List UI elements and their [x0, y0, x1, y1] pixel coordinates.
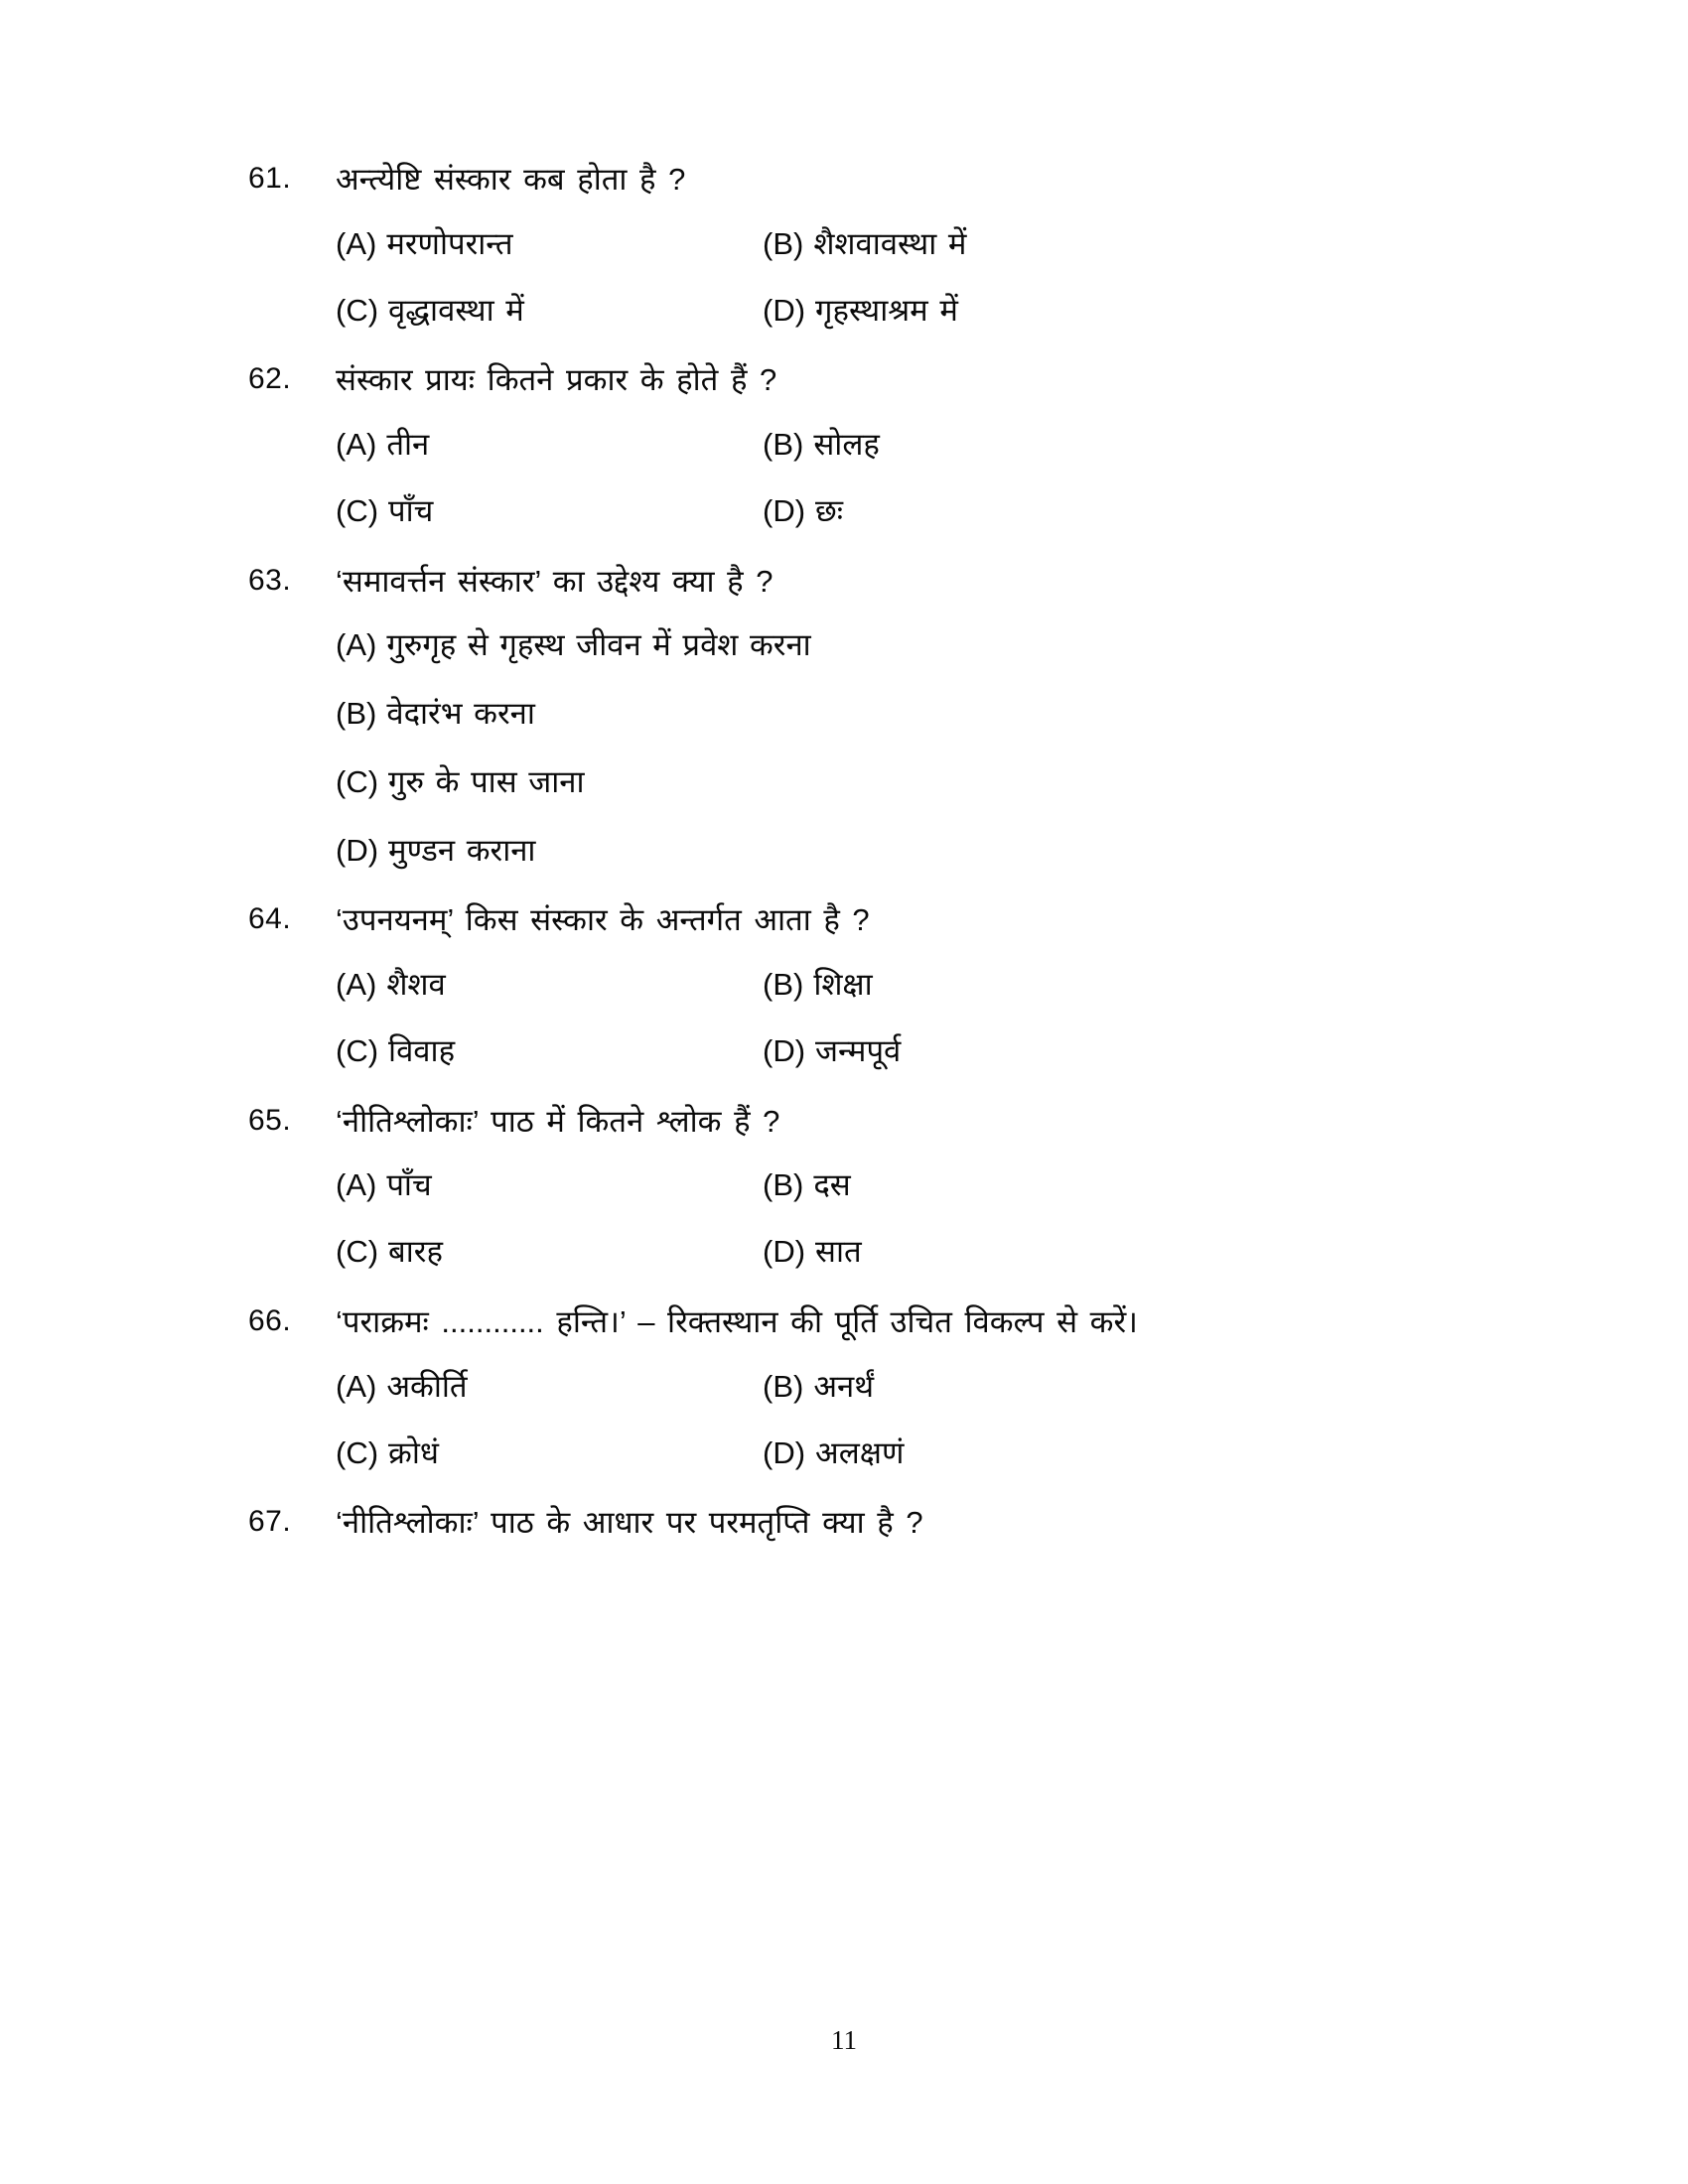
option-c[interactable]	[336, 490, 763, 533]
option-label: (D)	[763, 492, 806, 528]
option-row	[336, 761, 1460, 804]
option-text: पाँच	[388, 492, 434, 528]
question-number: 66.	[248, 1304, 292, 1338]
question-heading	[248, 1502, 1460, 1545]
option-text: अलक्षणं	[815, 1434, 905, 1470]
option-a[interactable]	[336, 1366, 763, 1409]
option-a[interactable]	[336, 424, 763, 467]
options-group	[336, 624, 1460, 872]
option-text: जन्मपूर्व	[815, 1032, 902, 1068]
option-text: अकीर्ति	[386, 1368, 468, 1404]
option-text: गृहस्थाश्रम में	[815, 292, 958, 328]
option-label: (D)	[763, 1032, 806, 1068]
option-a[interactable]	[336, 1164, 763, 1207]
option-row	[336, 490, 1460, 533]
option-label: (C)	[336, 1032, 379, 1068]
option-text: पाँच	[386, 1167, 432, 1203]
question-block	[248, 359, 1460, 532]
option-row	[336, 1366, 1460, 1409]
option-d[interactable]	[763, 490, 1460, 533]
question-heading	[248, 1301, 1460, 1344]
question-text: ‘पराक्रमः ............ हन्ति।’ – रिक्तस्थान की पूर्ति उचित विकल्प से करें।	[336, 1304, 1138, 1340]
option-label: (D)	[763, 1234, 806, 1270]
option-text: विवाह	[388, 1032, 456, 1068]
option-row	[336, 290, 1460, 333]
option-b[interactable]	[763, 424, 1460, 467]
option-label: (D)	[763, 1434, 806, 1470]
options-group	[336, 223, 1460, 333]
option-d[interactable]	[763, 1231, 1460, 1274]
option-label: (B)	[763, 967, 804, 1003]
option-label: (D)	[336, 832, 379, 868]
option-label: (A)	[336, 427, 377, 463]
option-text: वेदारंभ करना	[386, 696, 535, 732]
options-group	[336, 424, 1460, 533]
question-number: 63.	[248, 563, 292, 597]
option-row	[336, 1030, 1460, 1073]
option-row	[336, 1231, 1460, 1274]
question-list	[248, 159, 1460, 1572]
option-label: (A)	[336, 225, 377, 261]
option-row	[336, 424, 1460, 467]
question-number: 65.	[248, 1103, 292, 1137]
option-label: (B)	[763, 1167, 804, 1203]
option-a[interactable]	[336, 223, 763, 266]
option-text: शैशव	[386, 967, 446, 1003]
option-text: छः	[815, 492, 844, 528]
option-d[interactable]	[763, 1433, 1460, 1475]
question-heading	[248, 561, 1460, 604]
option-text: शैशवावस्था में	[813, 225, 967, 261]
option-row	[336, 223, 1460, 266]
option-label: (D)	[763, 292, 806, 328]
option-text: अनर्थं	[813, 1368, 875, 1404]
option-text: शिक्षा	[813, 967, 873, 1003]
question-number: 62.	[248, 362, 292, 396]
option-b[interactable]	[763, 1366, 1460, 1409]
option-label: (C)	[336, 492, 379, 528]
option-c[interactable]	[336, 761, 1460, 804]
option-label: (C)	[336, 292, 379, 328]
question-block	[248, 899, 1460, 1072]
option-text: मरणोपरान्त	[386, 225, 513, 261]
option-label: (A)	[336, 967, 377, 1003]
option-text: दस	[813, 1167, 851, 1203]
option-row	[336, 693, 1460, 736]
option-text: गुरु के पास जाना	[388, 763, 585, 799]
option-text: मुण्डन कराना	[388, 832, 536, 868]
option-text: सात	[815, 1234, 862, 1270]
option-c[interactable]	[336, 290, 763, 333]
option-b[interactable]	[336, 693, 1460, 736]
question-block	[248, 561, 1460, 873]
option-row	[336, 964, 1460, 1007]
options-group	[336, 1164, 1460, 1274]
option-label: (B)	[763, 225, 804, 261]
question-block	[248, 1502, 1460, 1545]
question-text: संस्कार प्रायः कितने प्रकार के होते हैं ?	[336, 362, 777, 398]
question-block	[248, 1101, 1460, 1274]
question-block	[248, 159, 1460, 332]
option-c[interactable]	[336, 1433, 763, 1475]
question-text: ‘नीतिश्लोकाः’ पाठ के आधार पर परमतृप्ति क्या है ?	[336, 1505, 923, 1541]
options-group	[336, 1366, 1460, 1475]
question-text: ‘नीतिश्लोकाः’ पाठ में कितने श्लोक हैं ?	[336, 1103, 780, 1139]
option-label: (B)	[336, 696, 377, 732]
question-heading	[248, 1101, 1460, 1144]
option-label: (C)	[336, 1434, 379, 1470]
option-label: (A)	[336, 627, 377, 663]
option-b[interactable]	[763, 223, 1460, 266]
options-group	[336, 964, 1460, 1073]
option-d[interactable]	[763, 1030, 1460, 1073]
option-text: गुरुगृह से गृहस्थ जीवन में प्रवेश करना	[386, 627, 811, 663]
option-text: बारह	[388, 1234, 443, 1270]
question-heading	[248, 159, 1460, 202]
question-heading	[248, 359, 1460, 402]
option-label: (A)	[336, 1167, 377, 1203]
option-text: क्रोधं	[388, 1434, 439, 1470]
option-text: तीन	[386, 427, 430, 463]
option-b[interactable]	[763, 1164, 1460, 1207]
question-number: 64.	[248, 902, 292, 936]
option-label: (B)	[763, 427, 804, 463]
option-label: (A)	[336, 1368, 377, 1404]
question-heading	[248, 899, 1460, 942]
option-a[interactable]	[336, 624, 1460, 667]
option-a[interactable]	[336, 964, 763, 1007]
page-number: 11	[831, 2025, 857, 2055]
option-label: (B)	[763, 1368, 804, 1404]
option-row	[336, 1433, 1460, 1475]
option-text: सोलह	[813, 427, 880, 463]
option-label: (C)	[336, 763, 379, 799]
option-c[interactable]	[336, 1231, 763, 1274]
question-block	[248, 1301, 1460, 1474]
question-text: ‘उपनयनम्’ किस संस्कार के अन्तर्गत आता है ?	[336, 902, 870, 938]
option-b[interactable]	[763, 964, 1460, 1007]
option-row	[336, 830, 1460, 873]
question-number: 61.	[248, 162, 292, 195]
question-text: अन्त्येष्टि संस्कार कब होता है ?	[336, 162, 686, 197]
option-label: (C)	[336, 1234, 379, 1270]
option-row	[336, 1164, 1460, 1207]
option-text: वृद्धावस्था में	[388, 292, 524, 328]
question-text: ‘समावर्त्तन संस्कार’ का उद्देश्य क्या है ?	[336, 563, 774, 599]
option-row	[336, 624, 1460, 667]
question-number: 67.	[248, 1505, 292, 1539]
option-d[interactable]	[763, 290, 1460, 333]
option-d[interactable]	[336, 830, 1460, 873]
option-c[interactable]	[336, 1030, 763, 1073]
